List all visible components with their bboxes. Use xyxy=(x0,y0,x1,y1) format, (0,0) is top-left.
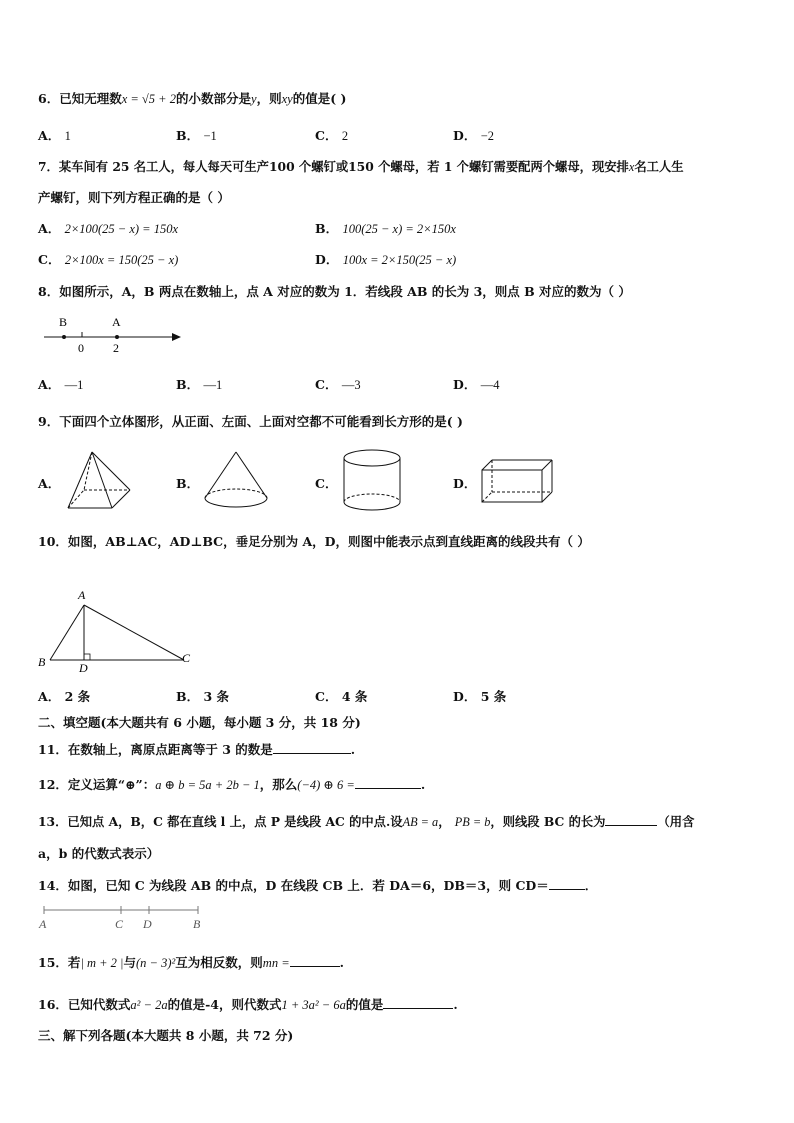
triangle-figure xyxy=(36,585,196,675)
point-a-label: A xyxy=(39,917,47,931)
segment-figure xyxy=(38,904,208,934)
q11-answer-blank[interactable] xyxy=(273,741,351,754)
q13-answer-blank[interactable] xyxy=(605,813,657,826)
point-c-label: C xyxy=(115,917,124,931)
q10-option-a[interactable]: A． 2 条 xyxy=(38,689,91,704)
q6-text-post: 的值是( ) xyxy=(292,91,347,106)
q10-option-c[interactable]: C． 4 条 xyxy=(315,689,368,704)
question-12: 12．定义运算“⊕”：a ⊕ b = 5a + 2b − 1，那么(−4) ⊕ 6 = . xyxy=(38,777,426,792)
question-13-line2: a，b 的代数式表示） xyxy=(38,846,160,861)
question-9-stem: 9．下面四个立体图形，从正面、左面、上面对空都不可能看到长方形的是( ) xyxy=(38,414,463,429)
q6-option-d[interactable]: D． −2 xyxy=(453,128,495,143)
q14-answer-blank[interactable] xyxy=(549,877,585,890)
q7-option-c[interactable]: C． 2×100x = 150(25 − x) xyxy=(38,252,179,267)
q8-option-b[interactable]: B． —1 xyxy=(176,377,223,392)
q10-option-b[interactable]: B． 3 条 xyxy=(176,689,229,704)
q6-option-a[interactable]: A． 1 xyxy=(38,128,71,143)
q16-answer-blank[interactable] xyxy=(383,996,453,1009)
q6-option-c[interactable]: C． 2 xyxy=(315,128,349,143)
point-a-dot xyxy=(115,335,119,339)
q6-expression: x = √5 + 2 xyxy=(121,92,176,106)
q8-option-c[interactable]: C． —3 xyxy=(315,377,361,392)
label-a: A xyxy=(112,315,121,329)
q8-option-d[interactable]: D． —4 xyxy=(453,377,500,392)
arrow-head-icon xyxy=(172,333,181,341)
q8-option-a[interactable]: A． —1 xyxy=(38,377,84,392)
q7-option-b[interactable]: B． 100(25 − x) = 2×150x xyxy=(315,221,456,236)
q6-option-b[interactable]: B． −1 xyxy=(176,128,217,143)
tick-label-2: 2 xyxy=(113,341,119,355)
q6-text-mid: 的小数部分是 xyxy=(175,91,251,106)
question-14: 14．如图，已知 C 为线段 AB 的中点，D 在线段 CB 上．若 DA＝6，DB＝3，则 CD＝ ． xyxy=(38,878,598,893)
q6-text-mid2: ，则 xyxy=(256,91,282,106)
question-16: 16．已知代数式a² − 2a的值是-4，则代数式1 + 3a² − 6a的值是 . xyxy=(38,997,458,1012)
question-15: 15．若| m + 2 |与(n − 3)²互为相反数，则mn = . xyxy=(38,955,344,970)
vertex-c-label: C xyxy=(182,651,191,665)
question-13: 13．已知点 A，B，C 都在直线 l 上，点 P 是线段 AC 的中点.设AB = a， PB = b，则线段 BC 的长为 （用含 xyxy=(38,814,695,829)
q6-var-y: y xyxy=(251,92,257,106)
question-8-stem: 8．如图所示，A，B 两点在数轴上，点 A 对应的数为 1．若线段 AB 的长为 3，则点 B 对应的数为（ ） xyxy=(38,284,631,299)
q7-option-d[interactable]: D． 100x = 2×150(25 − x) xyxy=(315,252,457,267)
cone-figure xyxy=(200,448,272,514)
section-3-heading: 三、解下列各题(本大题共 8 小题，共 72 分) xyxy=(38,1028,294,1043)
cuboid-figure xyxy=(480,458,556,504)
pyramid-figure xyxy=(64,448,136,514)
number-line-figure xyxy=(40,312,190,357)
tick-label-0: 0 xyxy=(78,341,84,355)
q6-xy: xy xyxy=(281,92,293,106)
label-b: B xyxy=(59,315,68,329)
question-10-stem: 10．如图，AB⊥AC，AD⊥BC，垂足分别为 A，D，则图中能表示点到直线距离的线段共有（ ） xyxy=(38,534,590,549)
vertex-d-label: D xyxy=(79,661,88,675)
point-b-label: B xyxy=(193,917,201,931)
q9-option-d[interactable]: D． xyxy=(453,476,477,491)
question-6-stem xyxy=(38,89,346,107)
point-b-dot xyxy=(62,335,66,339)
question-7-stem-line2: 产螺钉，则下列方程正确的是（ ） xyxy=(38,190,230,205)
q7-option-a[interactable]: A． 2×100(25 − x) = 150x xyxy=(38,221,179,236)
q12-answer-blank[interactable] xyxy=(355,776,421,789)
vertex-b-label: B xyxy=(38,655,46,669)
q6-text: 6．已知无理数 xyxy=(38,91,122,106)
question-11: 11．在数轴上，离原点距离等于 3 的数是 . xyxy=(38,742,356,757)
q9-option-c[interactable]: C． xyxy=(315,476,338,491)
q9-option-b[interactable]: B． xyxy=(176,476,200,491)
q15-answer-blank[interactable] xyxy=(290,954,340,967)
section-2-heading: 二、填空题(本大题共有 6 小题，每小题 3 分，共 18 分) xyxy=(38,715,361,730)
vertex-a-label: A xyxy=(78,588,86,602)
cylinder-figure xyxy=(342,448,408,514)
point-d-label: D xyxy=(143,917,152,931)
q9-option-a[interactable]: A． xyxy=(38,476,61,491)
q10-option-d[interactable]: D． 5 条 xyxy=(453,689,507,704)
question-7-stem: 7．某车间有 25 名工人，每人每天可生产100 个螺钉或150 个螺母，若 1 个螺钉需要配两个螺母，现安排x名工人生 xyxy=(38,159,684,174)
